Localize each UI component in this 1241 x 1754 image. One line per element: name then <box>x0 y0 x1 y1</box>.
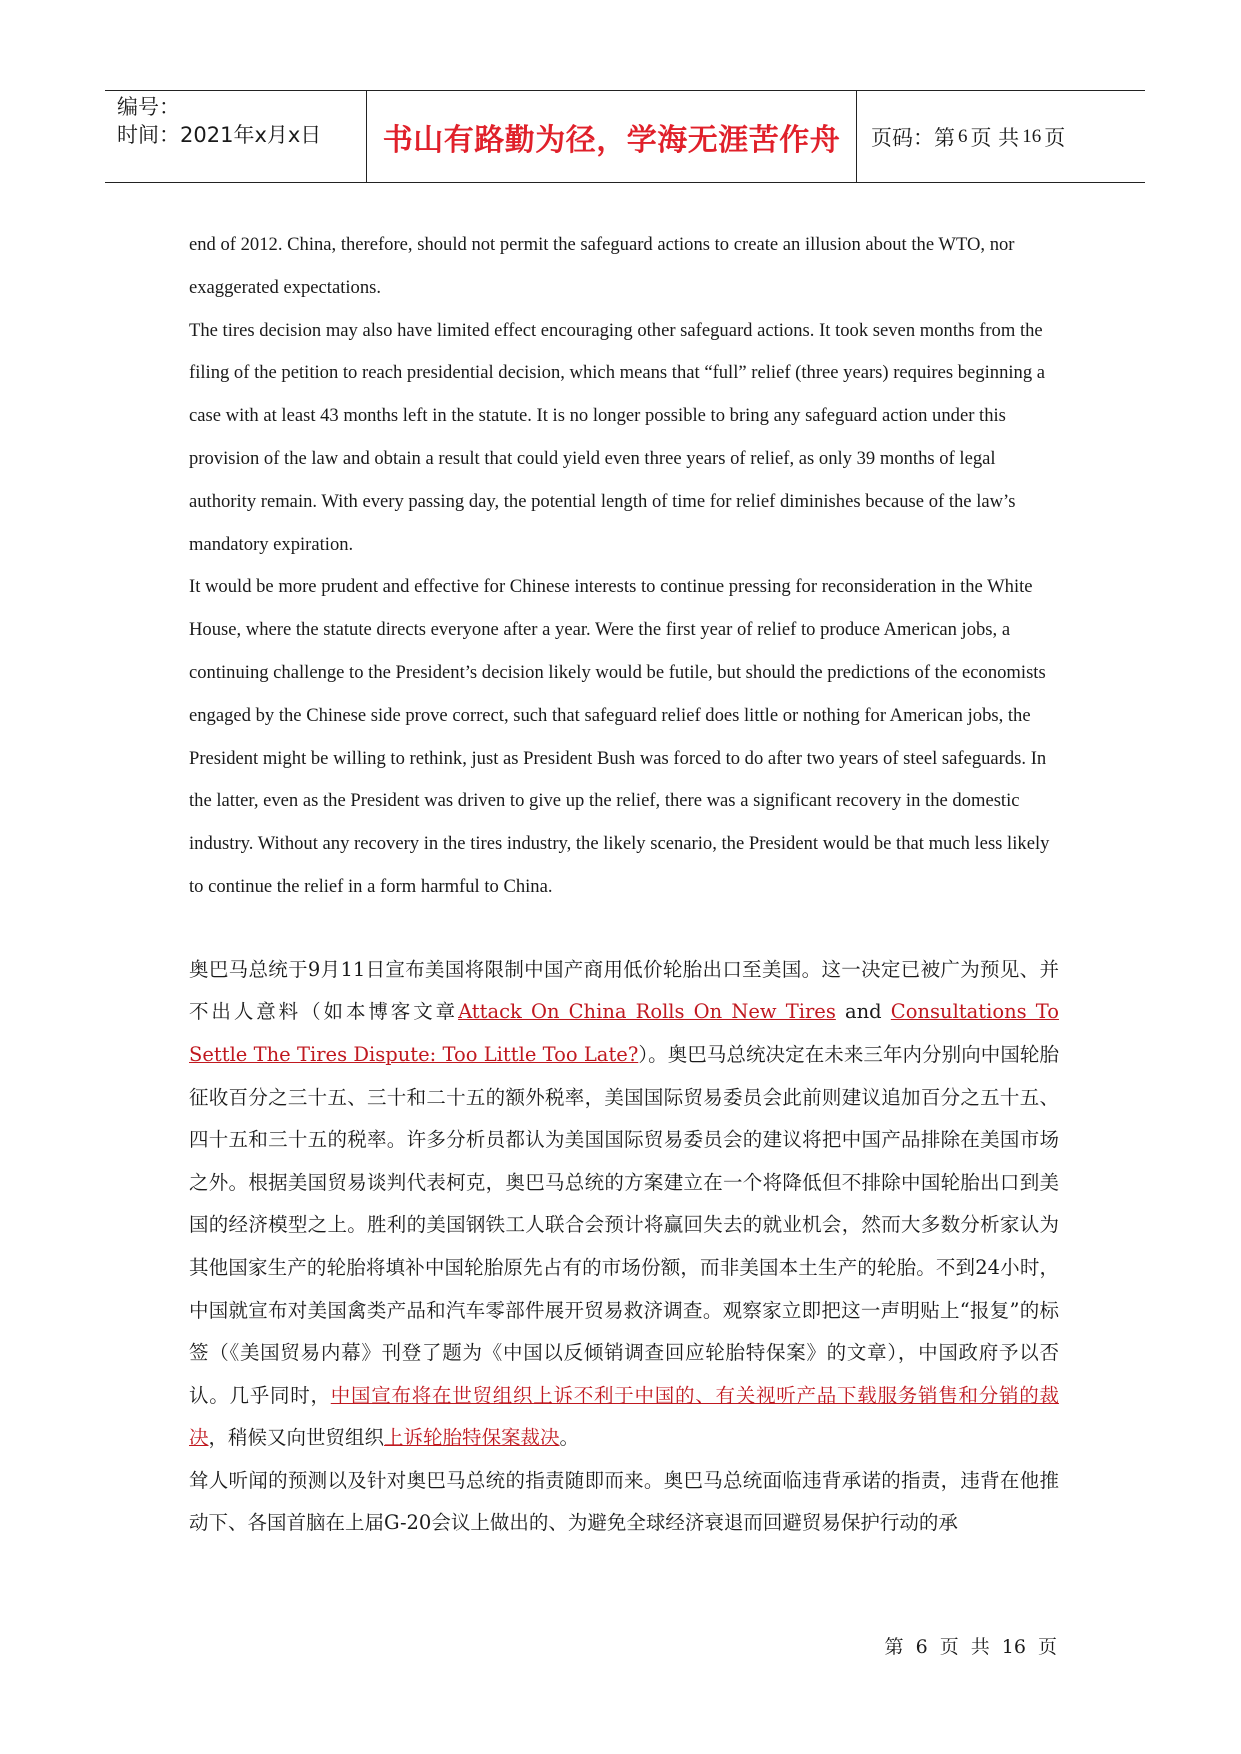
chinese-paragraph <box>189 949 1059 1460</box>
chinese-text: and <box>835 1000 891 1024</box>
english-section <box>189 224 1059 909</box>
chinese-text: 。 <box>559 1426 580 1450</box>
page-header <box>105 90 1145 183</box>
article-link-consultations[interactable]: Consultations To Settle The Tires Dispute: Too Little Too Late? <box>189 1000 1059 1066</box>
page-prefix: 页码：第 <box>871 125 955 150</box>
header-meta <box>105 91 367 182</box>
chinese-text: 奥巴马总统于9月11日宣布美国将限制中国产商用低价轮胎出口至美国。这一决定已被广为预见、并不出人意料（如本博客文章 <box>189 957 1059 1024</box>
english-paragraph: It would be more prudent and effective for Chinese interests to continue pressing for reconsideration in the White House, where the statute directs everyone after a year. Were the first year of relief to produce American jobs, a continuing challenge to the President’s decision likely would be futile, but should the predictions of the economists engaged by the Chinese side prove correct, such that safeguard relief does little or nothing for American jobs, the President might be willing to rethink, just as President Bush was forced to do after two years of steel safeguards. In the latter, even as the President was driven to give up the relief, there was a significant recovery in the domestic industry. Without any recovery in the tires industry, the likely scenario, the President would be that much less likely to continue the relief in a form harmful to China. <box>189 576 1050 897</box>
page-total: 16 <box>1022 125 1042 147</box>
document-number-label: 编号： <box>117 95 180 119</box>
page-current: 6 <box>958 125 968 147</box>
page-footer: 第 6 页 共 16 页 <box>884 1636 1057 1658</box>
page-suffix: 页 <box>1044 125 1066 150</box>
header-page-info <box>857 91 1145 182</box>
chinese-section <box>189 949 1059 1545</box>
chinese-text: ，稍候又向世贸组织 <box>208 1426 385 1450</box>
document-body <box>189 224 1059 1545</box>
header-motto: 书山有路勤为径，学海无涯苦作舟 <box>367 91 857 182</box>
tires-appeal-link[interactable]: 上诉轮胎特保案裁决 <box>384 1426 560 1450</box>
english-paragraph: end of 2012. China, therefore, should not permit the safeguard actions to create an illusion about the WTO, nor exaggerated expectations. <box>189 234 1015 298</box>
article-link-attack-on-china[interactable]: Attack On China Rolls On New Tires <box>458 1000 836 1024</box>
wto-appeal-link[interactable]: 中国宣布将在世贸组织上诉不利于中国的、有关视听产品下载服务销售和分销的裁决 <box>189 1383 1059 1450</box>
chinese-text: ）。奥巴马总统决定在未来三年内分别向中国轮胎征收百分之三十五、三十和二十五的额外税率，美国国际贸易委员会此前则建议追加百分之五十五、四十五和三十五的税率。许多分析员都认为美国国际贸易委员会的建议将把中国产品排除在美国市场之外。根据美国贸易谈判代表柯克，奥巴马总统的方案建立在一个将降低但不排除中国轮胎出口到美国的经济模型之上。胜利的美国钢铁工人联合会预计将赢回失去的就业机会，然而大多数分析家认为其他国家生产的轮胎将填补中国轮胎原先占有的市场份额，而非美国本土生产的轮胎。不到24小时，中国就宣布对美国禽类产品和汽车零部件展开贸易救济调查。观察家立即把这一声明贴上“报复”的标签（《美国贸易内幕》刊登了题为《中国以反倾销调查回应轮胎特保案》的文章），中国政府予以否认。几乎同时， <box>189 1042 1059 1407</box>
page-mid: 页 共 <box>970 125 1020 150</box>
english-paragraph: The tires decision may also have limited effect encouraging other safeguard actions. It took seven months from the filing of the petition to reach presidential decision, which means that “full” relief (three years) requires beginning a case with at least 43 months left in the statute. It is no longer possible to bring any safeguard action under this provision of the law and obtain a result that could yield even three years of relief, as only 39 months of legal authority remain. With every passing day, the potential length of time for relief diminishes because of the law’s mandatory expiration. <box>189 319 1046 555</box>
document-date: 时间：2021年x月x日 <box>117 123 322 147</box>
chinese-paragraph: 耸人听闻的预测以及针对奥巴马总统的指责随即而来。奥巴马总统面临违背承诺的指责，违背在他推动下、各国首脑在上届G-20会议上做出的、为避免全球经济衰退而回避贸易保护行动的承 <box>189 1468 1059 1535</box>
